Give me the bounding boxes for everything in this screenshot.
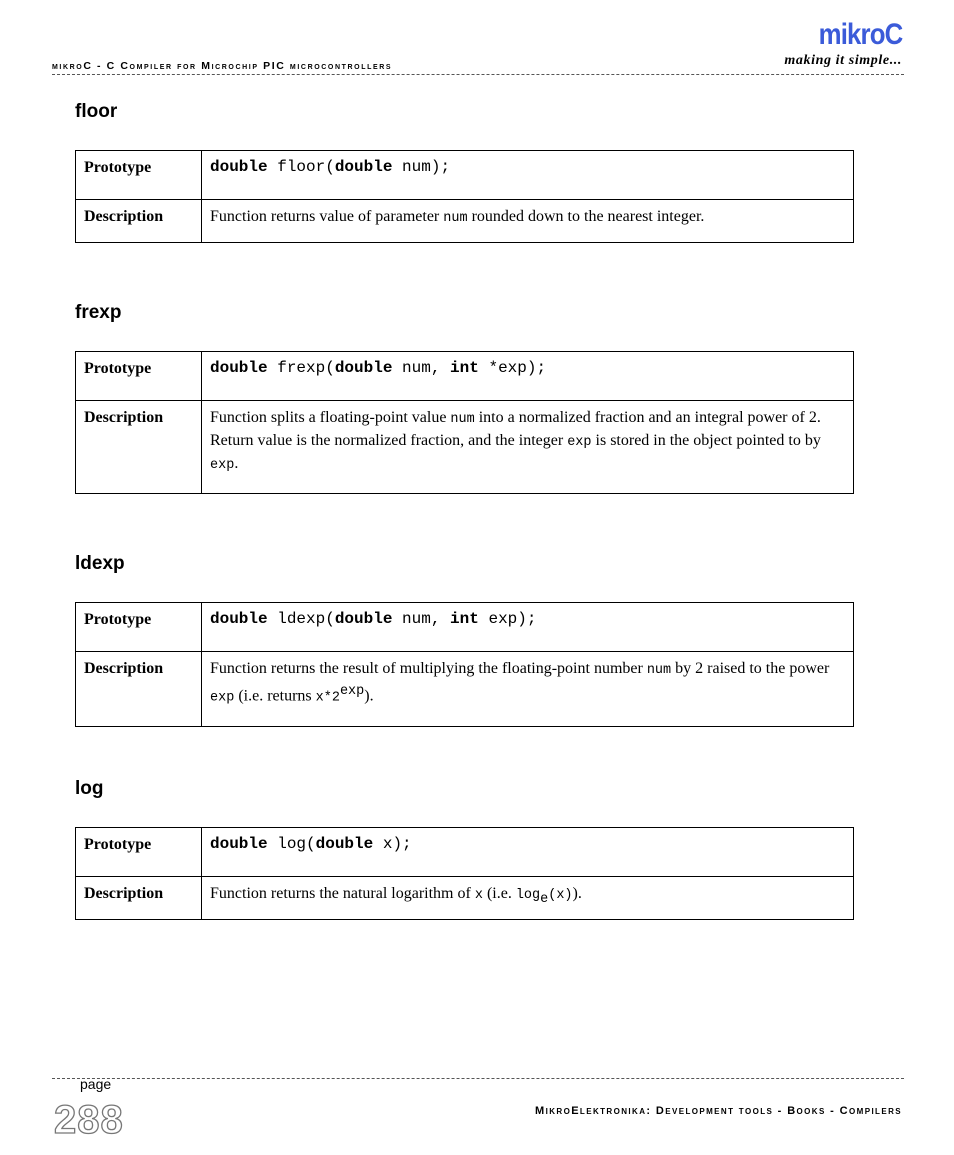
description-text	[202, 200, 854, 243]
text-segment: ldexp(	[267, 610, 335, 628]
text-segment: Function splits a floating-point value	[210, 409, 451, 426]
text-segment: is stored in the object pointed to by	[591, 432, 821, 449]
text-segment: *exp);	[478, 359, 547, 377]
function-table	[75, 351, 854, 494]
description-label: Description	[76, 200, 202, 243]
description-label: Description	[76, 401, 202, 494]
prototype-code	[202, 828, 854, 877]
prototype-label: Prototype	[76, 352, 202, 401]
function-title: frexp	[75, 302, 122, 323]
prototype-code	[202, 151, 854, 200]
text-segment: (i.e. returns	[234, 687, 316, 705]
function-table	[75, 602, 854, 727]
keyword: double	[334, 158, 393, 176]
tagline: making it simple...	[784, 53, 902, 68]
description-row	[76, 877, 854, 920]
keyword: int	[450, 359, 479, 377]
description-row	[76, 200, 854, 243]
keyword: double	[210, 359, 268, 377]
text-segment: x);	[373, 835, 412, 853]
publisher-text: MikroElektronika: Development tools - Books - Compilers	[535, 1105, 902, 1117]
text-segment: Function returns the result of multiplying the floating-point number	[210, 660, 647, 677]
keyword: double	[334, 610, 393, 628]
text-segment: num,	[392, 610, 451, 628]
text-segment: num,	[392, 359, 451, 377]
function-section	[75, 301, 854, 494]
inline-code: num	[450, 412, 475, 427]
keyword: double	[210, 835, 268, 853]
page-number: 288	[54, 1098, 124, 1142]
text-segment: (i.e.	[482, 885, 516, 902]
keyword: double	[334, 359, 393, 377]
description-row	[76, 401, 854, 494]
text-segment: into a normalized fraction and an integral power of 2. Return value is the normalized fraction, and the integer	[210, 409, 821, 449]
header-title: mikroC - C Compiler for Microchip PIC microcontrollers	[52, 60, 393, 72]
header-divider	[52, 74, 904, 75]
inline-code: x*2	[315, 690, 340, 706]
prototype-label: Prototype	[76, 151, 202, 200]
prototype-code	[202, 352, 854, 401]
text-segment: ).	[572, 885, 582, 902]
keyword: double	[315, 835, 374, 853]
inline-code: num	[646, 663, 672, 678]
prototype-label: Prototype	[76, 603, 202, 652]
inline-code: num	[443, 211, 468, 226]
prototype-row	[76, 352, 854, 401]
text-segment: .	[234, 455, 239, 472]
inline-code: (x)	[548, 888, 573, 903]
text-segment: frexp(	[267, 359, 335, 377]
function-section	[75, 552, 854, 727]
prototype-row	[76, 828, 854, 877]
text-segment: log(	[267, 835, 316, 853]
description-row	[76, 652, 854, 727]
inline-code: exp	[210, 690, 235, 706]
description-text	[202, 401, 854, 494]
function-title: floor	[75, 101, 118, 122]
function-table	[75, 827, 854, 920]
mikroc-logo: mikroC	[818, 18, 902, 51]
description-text	[202, 877, 854, 920]
text-segment: exp);	[478, 610, 537, 628]
prototype-label: Prototype	[76, 828, 202, 877]
page-label: page	[80, 1076, 112, 1092]
function-section	[75, 777, 854, 920]
text-segment: Function returns the natural logarithm of	[210, 885, 475, 902]
keyword: double	[210, 158, 268, 176]
inline-code: e	[540, 892, 549, 908]
function-title: log	[75, 778, 104, 799]
description-label: Description	[76, 877, 202, 920]
footer-divider	[52, 1078, 904, 1079]
text-segment: num);	[392, 158, 451, 176]
text-segment: rounded down to the nearest integer.	[467, 208, 705, 225]
keyword: double	[210, 610, 268, 628]
keyword: int	[450, 610, 479, 628]
inline-code: exp	[339, 684, 365, 699]
function-table	[75, 150, 854, 243]
inline-code: exp	[567, 435, 592, 450]
inline-code: exp	[210, 458, 235, 473]
prototype-row	[76, 151, 854, 200]
inline-code: x	[474, 888, 483, 903]
text-segment: by 2 raised to the power	[671, 660, 830, 677]
text-segment: floor(	[267, 158, 335, 176]
prototype-row	[76, 603, 854, 652]
function-section	[75, 100, 854, 243]
description-text	[202, 652, 854, 727]
function-title: ldexp	[75, 553, 125, 574]
inline-code: log	[515, 888, 541, 903]
description-label: Description	[76, 652, 202, 727]
text-segment: ).	[364, 687, 374, 705]
prototype-code	[202, 603, 854, 652]
text-segment: Function returns value of parameter	[210, 208, 444, 225]
